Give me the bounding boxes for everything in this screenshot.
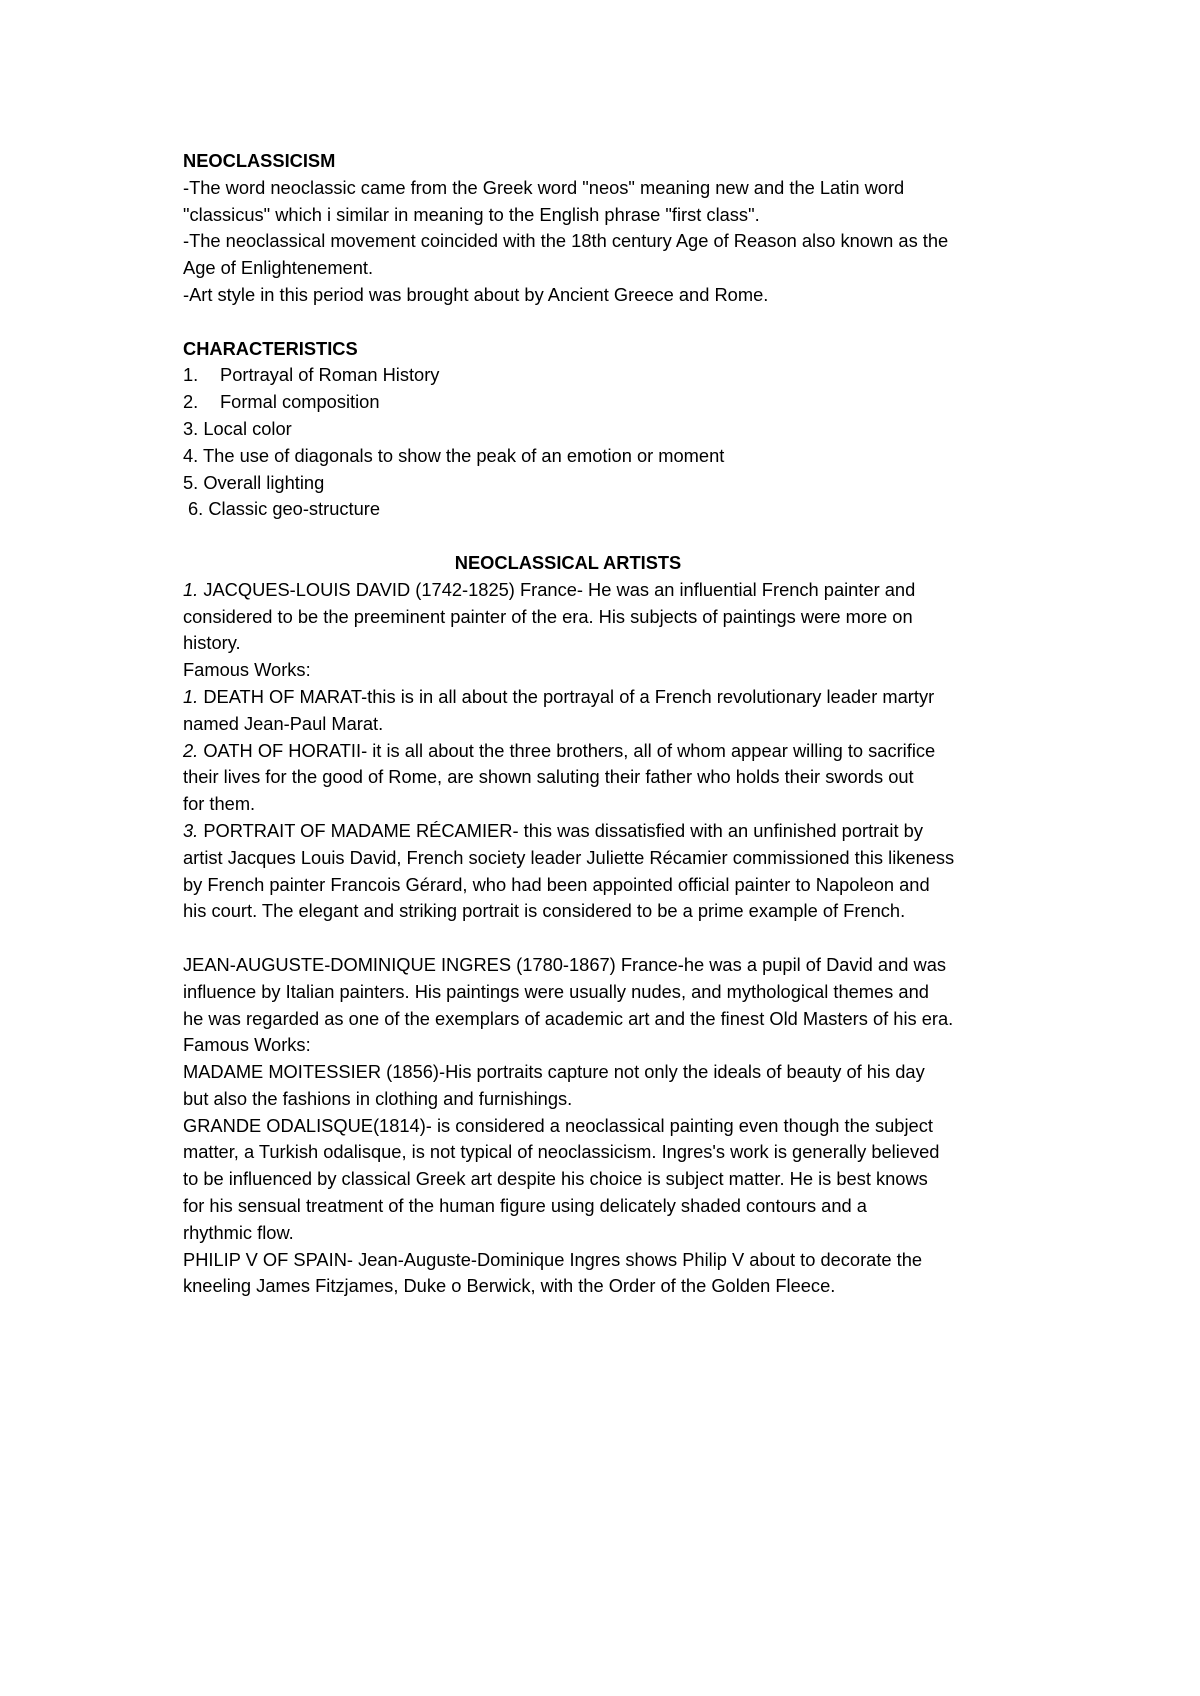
intro-line: -Art style in this period was brought about by Ancient Greece and Rome. — [183, 283, 769, 305]
work-line: for them. — [183, 793, 256, 815]
item-number: 1. — [183, 685, 199, 707]
intro-line: -The neoclassical movement coincided with the 18th century Age of Reason also known as the — [183, 230, 949, 252]
artist-david-line: considered to be the preeminent painter of the era. His subjects of paintings were more on — [183, 605, 913, 627]
work-line: GRANDE ODALISQUE(1814)- is considered a neoclassical painting even though the subject — [183, 1114, 933, 1136]
work-line: their lives for the good of Rome, are shown saluting their father who holds their swords out — [183, 766, 914, 788]
document-page — [183, 148, 1033, 1300]
item-number: 1. — [183, 578, 199, 600]
list-number: 1. — [183, 364, 199, 386]
work-line — [183, 818, 1033, 845]
list-item: 6. Classic geo-structure — [188, 498, 381, 520]
artist-david-text: JACQUES-LOUIS DAVID (1742-1825) France- He was an influential French painter and — [198, 578, 916, 600]
work-text: OATH OF HORATII- it is all about the three brothers, all of whom appear willing to sacrifice — [198, 739, 936, 761]
work-text: DEATH OF MARAT-this is in all about the portrayal of a French revolutionary leader martyr — [198, 685, 935, 707]
artist-ingres-line: he was regarded as one of the exemplars of academic art and the finest Old Masters of his era. — [183, 1007, 954, 1029]
intro-line: "classicus" which i similar in meaning to the English phrase "first class". — [183, 203, 760, 225]
list-number: 2. — [183, 391, 199, 413]
famous-works-label: Famous Works: — [183, 1034, 311, 1056]
spacer — [183, 309, 1033, 336]
work-line: artist Jacques Louis David, French society leader Juliette Récamier commissioned this likeness — [183, 846, 955, 868]
work-line: PHILIP V OF SPAIN- Jean-Auguste-Dominique Ingres shows Philip V about to decorate the — [183, 1248, 923, 1270]
work-line: to be influenced by classical Greek art despite his choice is subject matter. He is best knows — [183, 1168, 928, 1190]
work-line: by French painter Francois Gérard, who had been appointed official painter to Napoleon and — [183, 873, 930, 895]
item-number: 3. — [183, 819, 199, 841]
spacer — [183, 925, 1033, 952]
work-line — [183, 684, 1033, 711]
work-line: MADAME MOITESSIER (1856)-His portraits capture not only the ideals of beauty of his day — [183, 1061, 925, 1083]
list-item: 5. Overall lighting — [183, 471, 325, 493]
section-heading-neoclassicism: NEOCLASSICISM — [183, 150, 336, 171]
list-item — [183, 389, 1033, 416]
work-line: rhythmic flow. — [183, 1221, 294, 1243]
work-line: matter, a Turkish odalisque, is not typical of neoclassicism. Ingres's work is generally believed — [183, 1141, 940, 1163]
work-line: his court. The elegant and striking portrait is considered to be a prime example of French. — [183, 900, 906, 922]
work-line: for his sensual treatment of the human figure using delicately shaded contours and a — [183, 1195, 867, 1217]
work-line — [183, 738, 1033, 765]
work-line: but also the fashions in clothing and furnishings. — [183, 1087, 573, 1109]
section-heading-characteristics: CHARACTERISTICS — [183, 337, 358, 359]
intro-line: Age of Enlightenement. — [183, 257, 374, 279]
intro-line: -The word neoclassic came from the Greek word "neos" meaning new and the Latin word — [183, 176, 905, 198]
work-text: PORTRAIT OF MADAME RÉCAMIER- this was dissatisfied with an unfinished portrait by — [198, 819, 923, 841]
famous-works-label: Famous Works: — [183, 659, 311, 681]
list-item — [183, 362, 1033, 389]
spacer — [183, 523, 1033, 550]
artist-ingres-line: influence by Italian painters. His paintings were usually nudes, and mythological themes and — [183, 980, 929, 1002]
artist-david-line — [183, 577, 1033, 604]
work-line: named Jean-Paul Marat. — [183, 712, 384, 734]
section-heading-artists: NEOCLASSICAL ARTISTS — [454, 551, 682, 573]
list-item: 4. The use of diagonals to show the peak of an emotion or moment — [183, 444, 725, 466]
list-item-text: Formal composition — [220, 391, 380, 413]
artist-david-line: history. — [183, 632, 241, 654]
work-line: kneeling James Fitzjames, Duke o Berwick, with the Order of the Golden Fleece. — [183, 1275, 836, 1297]
item-number: 2. — [183, 739, 199, 761]
artist-ingres-line: JEAN-AUGUSTE-DOMINIQUE INGRES (1780-1867) France-he was a pupil of David and was — [183, 953, 947, 975]
list-item: 3. Local color — [183, 417, 292, 439]
list-item-text: Portrayal of Roman History — [220, 364, 440, 386]
